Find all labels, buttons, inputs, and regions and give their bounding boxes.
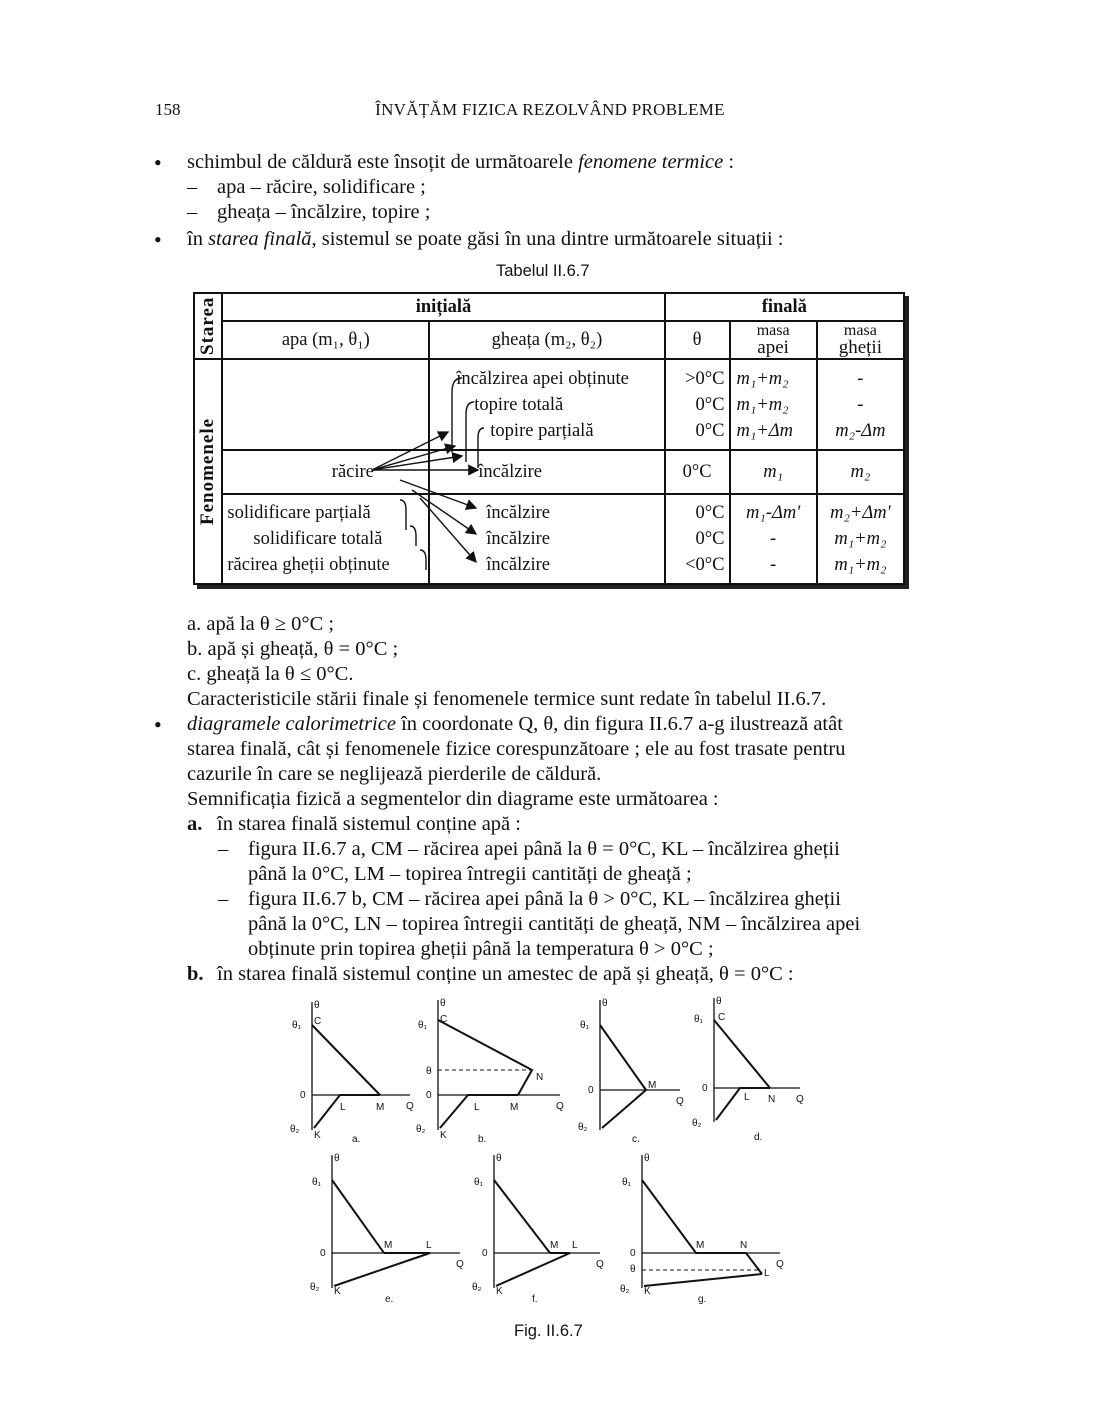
group1-gheata (429, 359, 664, 450)
group3-apei (730, 494, 817, 584)
diagram-segment (332, 1180, 384, 1253)
text: încălzirea apei obținute (456, 368, 629, 389)
item-b (187, 962, 794, 987)
zero-label: 0 (300, 1090, 306, 1101)
racire-apei: m₁ (730, 450, 817, 494)
theta2-label: θ₂ (310, 1282, 320, 1293)
emphasis: diagramele calorimetrice (187, 713, 396, 735)
text: încălzire (486, 529, 550, 549)
diagram-segment (602, 1090, 646, 1128)
text: masa (756, 321, 790, 339)
point-label: M (696, 1240, 705, 1251)
diag-bullet (187, 712, 843, 737)
group3-gheata (429, 494, 664, 584)
point-label: K (440, 1130, 447, 1141)
axis-label-q: Q (406, 1101, 414, 1112)
group1-apa (222, 359, 429, 450)
theta1-label: θ₁ (622, 1177, 631, 1188)
theta-label: θ (630, 1264, 636, 1275)
axis-label-theta: θ (496, 1153, 502, 1164)
text: solidificare totală (253, 529, 383, 549)
axis-label-theta: θ (440, 998, 446, 1009)
group3-ghetii (817, 494, 904, 584)
panel-label: e. (385, 1294, 394, 1305)
fb-line-2: până la 0°C, LN – topirea întregii cantități de gheață, NM – încălzirea apei (248, 913, 861, 935)
group1-ghetii (817, 359, 904, 450)
racire-ghetii: m₂ (817, 450, 904, 494)
item-label: a. (187, 813, 203, 835)
diagram-segment (438, 1020, 532, 1095)
text: m₁+m₂ (834, 555, 887, 575)
initiala-header: inițială (222, 293, 664, 321)
case-c: c. gheață la θ ≤ 0°C. (187, 663, 354, 685)
diagram-segment (642, 1180, 762, 1274)
running-title: ÎNVĂȚĂM FIZICA REZOLVÂND PROBLEME (375, 100, 725, 119)
page-number: 158 (155, 100, 181, 119)
text: m₁+m₂ (736, 394, 789, 415)
finala-header: finală (665, 293, 904, 321)
text: în (187, 228, 209, 250)
text: încălzire (486, 503, 550, 523)
theta1-label: θ₁ (292, 1020, 301, 1031)
racire-gheata: încălzire (429, 450, 664, 494)
text: m₁+m₂ (736, 368, 789, 389)
point-label: K (644, 1286, 651, 1297)
axis-label-q: Q (776, 1259, 784, 1270)
text: m₂-Δm (835, 420, 886, 441)
point-label: N (768, 1094, 776, 1105)
col-apa: apa (m₁, θ₁) (222, 321, 429, 359)
point-label: K (496, 1286, 503, 1297)
intro-dash-1: – apa – răcire, solidificare ; (217, 175, 426, 200)
text: 0°C (695, 420, 725, 441)
col-masa-apei (730, 321, 817, 359)
text: >0°C (685, 368, 725, 389)
text: încălzire (486, 555, 550, 575)
diagram-segment (314, 1095, 380, 1128)
axis-label-q: Q (676, 1096, 684, 1107)
point-label: K (314, 1130, 321, 1141)
theta1-label: θ₁ (474, 1177, 483, 1188)
diagram-segment (714, 1020, 770, 1088)
text: - (770, 555, 777, 575)
point-label: M (510, 1102, 519, 1113)
point-label: M (376, 1102, 385, 1113)
text: m₁-Δm' (746, 503, 801, 523)
panel-label: a. (352, 1134, 361, 1145)
text: m₁+Δm (736, 420, 794, 441)
zero-label: 0 (630, 1248, 636, 1259)
theta2-label: θ₂ (578, 1122, 588, 1133)
diagram-segment (334, 1253, 430, 1286)
point-label: N (536, 1072, 544, 1083)
intro-dash-2: – gheața – încălzire, topire ; (217, 200, 430, 225)
text: în coordonate Q, θ, din figura II.6.7 a-g ilustrează atât (395, 713, 843, 735)
point-label: L (764, 1268, 770, 1279)
group3-theta (665, 494, 730, 584)
fa-line-2: până la 0°C, LM – topirea întregii cantități de gheață ; (248, 863, 692, 885)
theta2-label: θ₂ (290, 1124, 300, 1135)
diagram-segment (312, 1025, 380, 1095)
table-caption: Tabelul II.6.7 (496, 262, 590, 280)
point-label: K (334, 1286, 341, 1297)
intro-bullet-2 (187, 227, 783, 252)
group3-apa (222, 494, 429, 584)
starea-label: Starea (194, 293, 222, 359)
diag-line-3: cazurile în care se neglijează pierderile de căldură. (187, 763, 602, 785)
point-label: M (550, 1240, 559, 1251)
figure-caption: Fig. II.6.7 (514, 1322, 583, 1340)
theta2-label: θ₂ (472, 1282, 482, 1293)
text: - (857, 394, 864, 415)
theta1-label: θ₁ (418, 1020, 427, 1031)
text: răcirea gheții obținute (227, 555, 390, 575)
text: masa (843, 321, 877, 339)
fa-line-1: – figura II.6.7 a, CM – răcirea apei până la θ = 0°C, KL – încălzirea gheții (248, 837, 840, 862)
axis-label-theta: θ (644, 1153, 650, 1164)
diagram-segment (496, 1253, 570, 1286)
semn-line: Semnificația fizică a segmentelor din diagrame este următoarea : (187, 788, 719, 810)
diagram-segment (600, 1025, 646, 1090)
panel-label: d. (754, 1132, 763, 1143)
text: m₂+Δm' (830, 503, 891, 523)
point-label: C (440, 1014, 448, 1025)
intro-bullet-1 (187, 150, 734, 175)
zero-label: 0 (588, 1085, 594, 1096)
text: gheții (838, 336, 882, 358)
col-gheata: gheața (m₂, θ₂) (429, 321, 664, 359)
text: <0°C (685, 555, 725, 575)
point-label: L (426, 1240, 432, 1251)
text: 0°C (695, 394, 725, 415)
axis-label-q: Q (596, 1259, 604, 1270)
case-b: b. apă și gheață, θ = 0°C ; (187, 638, 399, 660)
col-theta: θ (665, 321, 730, 359)
racire-theta: 0°C (665, 450, 730, 494)
text: m₁+m₂ (834, 529, 887, 549)
text: topire parțială (490, 420, 594, 441)
fb-line-3: obținute prin topirea gheții până la temperatura θ > 0°C ; (248, 938, 714, 960)
panel-label: g. (698, 1294, 707, 1305)
text: apei (757, 336, 789, 358)
point-label: L (474, 1102, 480, 1113)
fb-line-1: – figura II.6.7 b, CM – răcirea apei până la θ > 0°C, KL – încălzirea gheții (248, 887, 841, 912)
diagram-segment (716, 1088, 770, 1120)
racire-apa: răcire (222, 450, 429, 494)
diagram-segment (494, 1180, 550, 1253)
emphasis: starea finală (208, 228, 312, 250)
point-label: M (648, 1080, 657, 1091)
text: : (723, 151, 735, 173)
calorimetric-diagrams (270, 990, 830, 1320)
point-label: C (314, 1016, 322, 1027)
axis-label-q: Q (556, 1101, 564, 1112)
text: în starea finală sistemul conține un amestec de apă și gheață, θ = 0°C : (217, 963, 794, 985)
group1-theta (665, 359, 730, 450)
zero-label: 0 (702, 1083, 708, 1094)
text: 0°C (695, 529, 725, 549)
axis-label-theta: θ (314, 1000, 320, 1011)
page-header (155, 100, 945, 128)
point-label: C (718, 1012, 726, 1023)
item-label: b. (187, 963, 204, 985)
axis-label-theta: θ (602, 998, 608, 1009)
emphasis: fenomene termice (578, 151, 724, 173)
group1-apei (730, 359, 817, 450)
point-label: L (744, 1092, 750, 1103)
panel-label: f. (532, 1294, 538, 1305)
text: 0°C (695, 503, 725, 523)
zero-label: 0 (482, 1248, 488, 1259)
panel-label: c. (632, 1134, 640, 1145)
caract-line: Caracteristicile stării finale și fenomenele termice sunt redate în tabelul II.6.7. (187, 688, 827, 710)
item-a (187, 812, 521, 837)
theta2-label: θ₂ (416, 1124, 426, 1135)
axis-label-q: Q (796, 1094, 804, 1105)
theta1-label: θ₁ (694, 1014, 703, 1025)
text: - (770, 529, 777, 549)
theta2-label: θ₂ (620, 1284, 630, 1295)
theta-label: θ (426, 1066, 432, 1077)
zero-label: 0 (426, 1090, 432, 1101)
theta1-label: θ₁ (580, 1020, 589, 1031)
fenomenele-label: Fenomenele (194, 359, 222, 584)
phenomena-table (193, 292, 905, 585)
col-masa-ghetii (817, 321, 904, 359)
axis-label-theta: θ (334, 1153, 340, 1164)
text: - (857, 368, 864, 389)
diagram-segment (644, 1274, 762, 1286)
diag-line-2: starea finală, cât și fenomenele fizice corespunzătoare ; ele au fost trasate pentru (187, 738, 846, 760)
point-label: L (340, 1102, 346, 1113)
text: schimbul de căldură este însoțit de următoarele (187, 151, 579, 173)
zero-label: 0 (320, 1248, 326, 1259)
case-a: a. apă la θ ≥ 0°C ; (187, 613, 335, 635)
axis-label-q: Q (456, 1259, 464, 1270)
point-label: L (572, 1240, 578, 1251)
point-label: M (384, 1240, 393, 1251)
text: în starea finală sistemul conține apă : (217, 813, 521, 835)
axis-label-theta: θ (716, 996, 722, 1007)
panel-label: b. (478, 1134, 487, 1145)
point-label: N (740, 1240, 748, 1251)
text: topire totală (474, 394, 564, 415)
theta2-label: θ₂ (692, 1118, 702, 1129)
theta1-label: θ₁ (312, 1177, 321, 1188)
text: , sistemul se poate găsi în una dintre următoarele situații : (311, 228, 784, 250)
text: solidificare parțială (227, 503, 371, 523)
